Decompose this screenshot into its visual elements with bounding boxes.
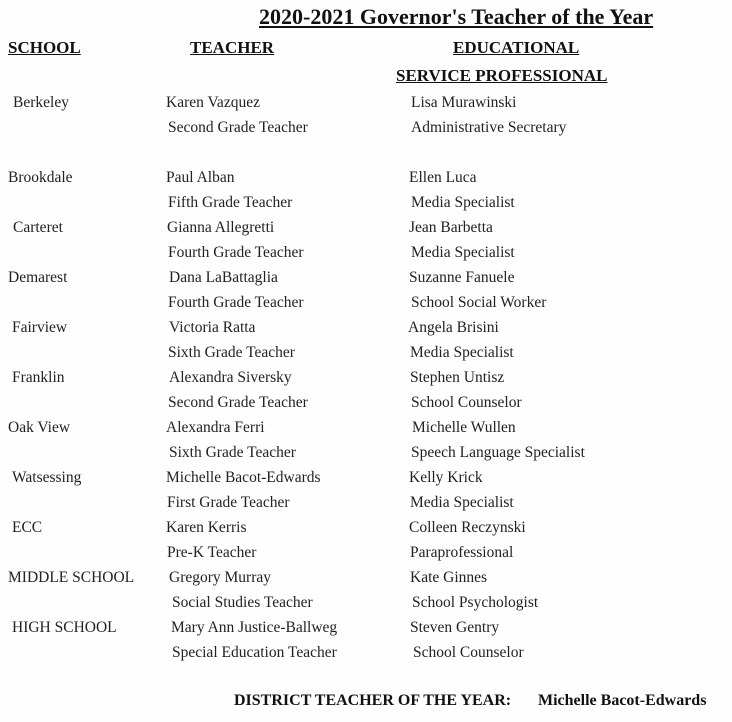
teacher-name: Gregory Murray	[169, 569, 272, 586]
esp-name: Lisa Murawinski	[411, 94, 517, 111]
school-name: Fairview	[12, 319, 68, 336]
esp-role: Media Specialist	[411, 194, 515, 211]
esp-role: Speech Language Specialist	[411, 444, 585, 461]
header-teacher: TEACHER	[190, 38, 275, 57]
teacher-name: Karen Vazquez	[166, 94, 260, 111]
teacher-name: Karen Kerris	[166, 519, 247, 536]
teacher-role: Special Education Teacher	[172, 644, 337, 661]
teacher-role: Second Grade Teacher	[168, 119, 308, 136]
esp-name: Kate Ginnes	[410, 569, 488, 586]
teacher-name: Gianna Allegretti	[167, 219, 275, 236]
esp-role: Paraprofessional	[410, 544, 514, 561]
esp-name: Kelly Krick	[409, 469, 483, 486]
esp-role: School Counselor	[411, 394, 522, 411]
esp-name: Suzanne Fanuele	[409, 269, 515, 286]
teacher-name: Michelle Bacot-Edwards	[166, 469, 321, 486]
teacher-name: Mary Ann Justice-Ballweg	[171, 619, 338, 636]
teacher-role: First Grade Teacher	[167, 494, 290, 511]
teacher-role: Pre-K Teacher	[167, 544, 257, 561]
teacher-role: Sixth Grade Teacher	[169, 444, 296, 461]
teacher-name: Alexandra Siversky	[169, 369, 292, 386]
school-name: Franklin	[12, 369, 65, 386]
school-name: Berkeley	[13, 94, 69, 111]
school-name: Oak View	[8, 419, 71, 436]
teacher-name: Victoria Ratta	[169, 319, 256, 336]
esp-name: Jean Barbetta	[409, 219, 493, 236]
school-name: Watsessing	[12, 469, 82, 486]
esp-role: Media Specialist	[410, 344, 514, 361]
esp-name: Ellen Luca	[409, 169, 477, 186]
esp-name: Stephen Untisz	[410, 369, 505, 386]
esp-role: School Counselor	[413, 644, 524, 661]
header-school: SCHOOL	[8, 38, 81, 57]
school-name: Brookdale	[8, 169, 73, 186]
esp-name: Colleen Reczynski	[409, 519, 526, 536]
esp-role: School Psychologist	[412, 594, 539, 611]
esp-name: Steven Gentry	[410, 619, 500, 636]
esp-name: Angela Brisini	[408, 319, 499, 336]
esp-name: Michelle Wullen	[412, 419, 516, 436]
teacher-role: Fourth Grade Teacher	[168, 294, 304, 311]
school-name: HIGH SCHOOL	[12, 619, 117, 636]
teacher-role: Sixth Grade Teacher	[168, 344, 295, 361]
teacher-role: Second Grade Teacher	[168, 394, 308, 411]
teacher-role: Fifth Grade Teacher	[168, 194, 293, 211]
esp-role: Media Specialist	[411, 244, 515, 261]
teacher-name: Paul Alban	[166, 169, 235, 186]
school-name: ECC	[12, 519, 43, 536]
school-name: MIDDLE SCHOOL	[8, 569, 135, 586]
district-award-name: Michelle Bacot-Edwards	[538, 692, 707, 709]
school-name: Demarest	[8, 269, 68, 286]
teacher-name: Alexandra Ferri	[166, 419, 265, 436]
school-name: Carteret	[13, 219, 63, 236]
teacher-name: Dana LaBattaglia	[169, 269, 278, 286]
esp-role: Media Specialist	[410, 494, 514, 511]
page-title: 2020-2021 Governor's Teacher of the Year	[259, 4, 654, 29]
esp-role: Administrative Secretary	[411, 119, 567, 136]
header-esp-line2: SERVICE PROFESSIONAL	[396, 66, 608, 85]
esp-role: School Social Worker	[411, 294, 547, 311]
district-award-label: DISTRICT TEACHER OF THE YEAR:	[234, 692, 512, 709]
teacher-role: Fourth Grade Teacher	[168, 244, 304, 261]
header-esp-line1: EDUCATIONAL	[453, 38, 580, 57]
teacher-role: Social Studies Teacher	[172, 594, 313, 611]
